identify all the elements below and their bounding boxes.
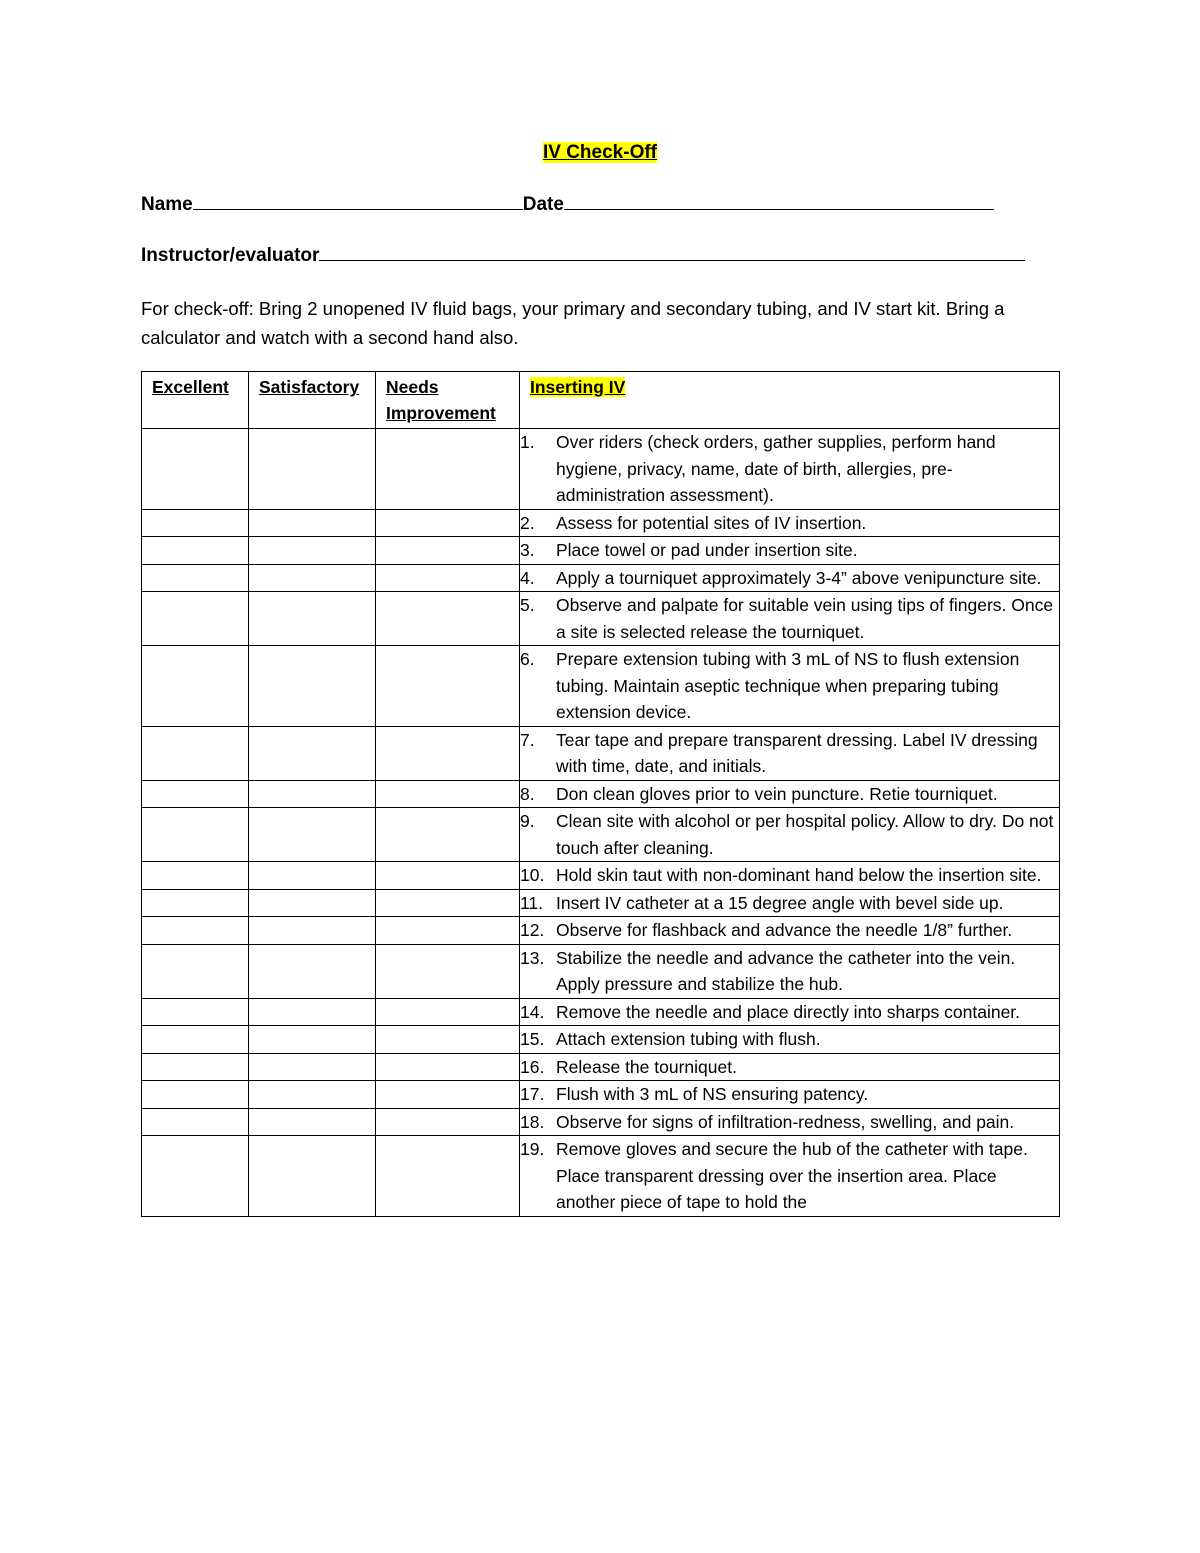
rating-cell-excellent[interactable] bbox=[142, 592, 249, 646]
table-row bbox=[142, 1081, 1060, 1109]
step-cell bbox=[520, 1053, 1060, 1081]
rating-cell-excellent[interactable] bbox=[142, 1053, 249, 1081]
step-rows bbox=[142, 429, 1060, 1217]
table-row bbox=[142, 808, 1060, 862]
date-label: Date bbox=[522, 194, 564, 215]
step-item bbox=[520, 646, 1059, 726]
rating-cell-needs-improvement[interactable] bbox=[376, 998, 520, 1026]
rating-cell-satisfactory[interactable] bbox=[249, 726, 376, 780]
step-item bbox=[520, 1109, 1059, 1136]
date-input-line[interactable] bbox=[564, 193, 994, 210]
table-row bbox=[142, 998, 1060, 1026]
step-text: Clean site with alcohol or per hospital policy. Allow to dry. Do not touch after cleaning. bbox=[556, 811, 1054, 858]
rating-cell-satisfactory[interactable] bbox=[249, 1081, 376, 1109]
step-cell bbox=[520, 1108, 1060, 1136]
instructor-label: Instructor/evaluator bbox=[141, 245, 320, 266]
step-cell bbox=[520, 1136, 1060, 1217]
step-text: Assess for potential sites of IV insertion. bbox=[556, 512, 867, 533]
step-cell bbox=[520, 862, 1060, 890]
rating-cell-satisfactory[interactable] bbox=[249, 509, 376, 537]
rating-cell-needs-improvement[interactable] bbox=[376, 808, 520, 862]
step-number: 19. bbox=[520, 1139, 545, 1159]
table-row bbox=[142, 1053, 1060, 1081]
rating-cell-satisfactory[interactable] bbox=[249, 780, 376, 808]
step-number: 14. bbox=[520, 1001, 545, 1022]
step-cell bbox=[520, 509, 1060, 537]
step-item bbox=[520, 592, 1059, 645]
rating-cell-needs-improvement[interactable] bbox=[376, 429, 520, 510]
step-text: Attach extension tubing with flush. bbox=[556, 1029, 821, 1049]
step-item bbox=[520, 999, 1059, 1026]
step-cell bbox=[520, 592, 1060, 646]
rating-cell-excellent[interactable] bbox=[142, 1136, 249, 1217]
step-number: 2. bbox=[520, 512, 535, 533]
step-text: Remove gloves and secure the hub of the catheter with tape. Place transparent dressing over the insertion area. Place another piece of tape to hold the bbox=[556, 1139, 1028, 1212]
step-cell bbox=[520, 998, 1060, 1026]
rating-cell-excellent[interactable] bbox=[142, 646, 249, 727]
step-text: Hold skin taut with non-dominant hand below the insertion site. bbox=[556, 865, 1042, 885]
rating-cell-excellent[interactable] bbox=[142, 780, 249, 808]
rating-cell-needs-improvement[interactable] bbox=[376, 862, 520, 890]
table-row bbox=[142, 1026, 1060, 1054]
table-row bbox=[142, 564, 1060, 592]
step-text: Tear tape and prepare transparent dressing. Label IV dressing with time, date, and initials. bbox=[556, 729, 1038, 776]
step-text: Prepare extension tubing with 3 mL of NS to flush extension tubing. Maintain aseptic technique when preparing tubing extension device. bbox=[556, 649, 1020, 722]
step-text: Flush with 3 mL of NS ensuring patency. bbox=[556, 1084, 869, 1104]
instructor-input-line[interactable] bbox=[319, 244, 1025, 261]
table-row bbox=[142, 889, 1060, 917]
step-text: Stabilize the needle and advance the catheter into the vein. Apply pressure and stabilize the hub. bbox=[556, 947, 1016, 994]
table-row bbox=[142, 1136, 1060, 1217]
step-number: 10. bbox=[520, 865, 545, 885]
header-row bbox=[142, 372, 1060, 429]
rating-cell-excellent[interactable] bbox=[142, 509, 249, 537]
step-item bbox=[520, 429, 1059, 509]
rating-cell-satisfactory[interactable] bbox=[249, 646, 376, 727]
rating-cell-satisfactory[interactable] bbox=[249, 1108, 376, 1136]
rating-cell-needs-improvement[interactable] bbox=[376, 726, 520, 780]
step-item bbox=[520, 945, 1059, 998]
step-number: 16. bbox=[520, 1056, 545, 1077]
step-number: 9. bbox=[520, 811, 535, 831]
name-date-line bbox=[141, 193, 994, 216]
step-text: Observe for signs of infiltration-redness, swelling, and pain. bbox=[556, 1111, 1015, 1132]
step-item bbox=[520, 1081, 1059, 1108]
step-number: 11. bbox=[520, 892, 544, 913]
rating-cell-excellent[interactable] bbox=[142, 726, 249, 780]
header-excellent: Excellent bbox=[142, 372, 249, 429]
step-text: Remove the needle and place directly into sharps container. bbox=[556, 1001, 1021, 1022]
step-text: Apply a tourniquet approximately 3-4” above venipuncture site. bbox=[556, 567, 1042, 588]
rating-cell-excellent[interactable] bbox=[142, 808, 249, 862]
rating-cell-excellent[interactable] bbox=[142, 537, 249, 565]
checkoff-table bbox=[141, 371, 1060, 1217]
rating-cell-needs-improvement[interactable] bbox=[376, 1053, 520, 1081]
step-number: 3. bbox=[520, 540, 535, 560]
step-cell bbox=[520, 726, 1060, 780]
rating-cell-needs-improvement[interactable] bbox=[376, 889, 520, 917]
rating-cell-excellent[interactable] bbox=[142, 944, 249, 998]
step-number: 7. bbox=[520, 729, 535, 750]
rating-cell-excellent[interactable] bbox=[142, 998, 249, 1026]
rating-cell-satisfactory[interactable] bbox=[249, 1136, 376, 1217]
step-item bbox=[520, 727, 1059, 780]
header-satisfactory: Satisfactory bbox=[249, 372, 376, 429]
page-title: IV Check-Off bbox=[542, 142, 658, 163]
table-row bbox=[142, 592, 1060, 646]
table-row bbox=[142, 726, 1060, 780]
rating-cell-needs-improvement[interactable] bbox=[376, 1081, 520, 1109]
step-item bbox=[520, 1026, 1059, 1053]
rating-cell-needs-improvement[interactable] bbox=[376, 917, 520, 945]
step-item bbox=[520, 565, 1059, 592]
instructor-line bbox=[141, 244, 1025, 267]
step-cell bbox=[520, 780, 1060, 808]
rating-cell-satisfactory[interactable] bbox=[249, 1053, 376, 1081]
rating-cell-excellent[interactable] bbox=[142, 917, 249, 945]
rating-cell-excellent[interactable] bbox=[142, 564, 249, 592]
rating-cell-excellent[interactable] bbox=[142, 889, 249, 917]
rating-cell-satisfactory[interactable] bbox=[249, 592, 376, 646]
name-label: Name bbox=[141, 194, 193, 215]
header-needs-improvement: Needs Improvement bbox=[376, 372, 520, 429]
step-text: Don clean gloves prior to vein puncture. Retie tourniquet. bbox=[556, 783, 998, 804]
rating-cell-needs-improvement[interactable] bbox=[376, 780, 520, 808]
rating-cell-satisfactory[interactable] bbox=[249, 998, 376, 1026]
step-text: Observe and palpate for suitable vein using tips of fingers. Once a site is selected release the tourniquet. bbox=[556, 595, 1054, 642]
table-row bbox=[142, 944, 1060, 998]
rating-cell-excellent[interactable] bbox=[142, 862, 249, 890]
rating-cell-needs-improvement[interactable] bbox=[376, 646, 520, 727]
step-cell bbox=[520, 429, 1060, 510]
rating-cell-needs-improvement[interactable] bbox=[376, 1136, 520, 1217]
step-item bbox=[520, 1136, 1059, 1216]
name-input-line[interactable] bbox=[193, 193, 523, 210]
step-cell bbox=[520, 808, 1060, 862]
header-procedure: Inserting IV bbox=[520, 372, 1060, 429]
rating-cell-needs-improvement[interactable] bbox=[376, 564, 520, 592]
step-number: 13. bbox=[520, 947, 545, 968]
step-number: 18. bbox=[520, 1111, 545, 1132]
rating-cell-satisfactory[interactable] bbox=[249, 917, 376, 945]
rating-cell-satisfactory[interactable] bbox=[249, 944, 376, 998]
step-cell bbox=[520, 917, 1060, 945]
step-text: Place towel or pad under insertion site. bbox=[556, 540, 858, 560]
step-cell bbox=[520, 944, 1060, 998]
rating-cell-satisfactory[interactable] bbox=[249, 1026, 376, 1054]
step-number: 17. bbox=[520, 1084, 545, 1104]
table-row bbox=[142, 537, 1060, 565]
table-row bbox=[142, 646, 1060, 727]
rating-cell-needs-improvement[interactable] bbox=[376, 509, 520, 537]
step-item bbox=[520, 808, 1059, 861]
step-cell bbox=[520, 537, 1060, 565]
rating-cell-satisfactory[interactable] bbox=[249, 564, 376, 592]
step-number: 5. bbox=[520, 595, 535, 615]
step-number: 12. bbox=[520, 920, 545, 940]
table-row bbox=[142, 780, 1060, 808]
step-item bbox=[520, 1054, 1059, 1081]
rating-cell-satisfactory[interactable] bbox=[249, 862, 376, 890]
step-cell bbox=[520, 1081, 1060, 1109]
step-item bbox=[520, 862, 1059, 889]
rating-cell-needs-improvement[interactable] bbox=[376, 1108, 520, 1136]
rating-cell-satisfactory[interactable] bbox=[249, 429, 376, 510]
step-item bbox=[520, 781, 1059, 808]
step-number: 8. bbox=[520, 783, 535, 804]
rating-cell-excellent[interactable] bbox=[142, 1081, 249, 1109]
step-number: 6. bbox=[520, 649, 535, 669]
step-cell bbox=[520, 889, 1060, 917]
table-row bbox=[142, 429, 1060, 510]
step-item bbox=[520, 917, 1059, 944]
step-item bbox=[520, 510, 1059, 537]
table-row bbox=[142, 1108, 1060, 1136]
table-row bbox=[142, 862, 1060, 890]
rating-cell-satisfactory[interactable] bbox=[249, 537, 376, 565]
rating-cell-satisfactory[interactable] bbox=[249, 889, 376, 917]
intro-text: For check-off: Bring 2 unopened IV fluid bags, your primary and secondary tubing, and IV start kit. Bring a calculator and watch with a second hand also. bbox=[141, 298, 1005, 348]
rating-cell-satisfactory[interactable] bbox=[249, 808, 376, 862]
step-item bbox=[520, 890, 1059, 917]
step-text: Insert IV catheter at a 15 degree angle with bevel side up. bbox=[556, 892, 1004, 913]
table-row bbox=[142, 509, 1060, 537]
step-text: Over riders (check orders, gather supplies, perform hand hygiene, privacy, name, date of birth, allergies, pre-administration assessment). bbox=[556, 432, 996, 505]
rating-cell-excellent[interactable] bbox=[142, 1026, 249, 1054]
step-cell bbox=[520, 1026, 1060, 1054]
step-text: Observe for flashback and advance the needle 1/8” further. bbox=[556, 920, 1013, 940]
rating-cell-needs-improvement[interactable] bbox=[376, 944, 520, 998]
step-cell bbox=[520, 646, 1060, 727]
step-item bbox=[520, 537, 1059, 564]
rating-cell-needs-improvement[interactable] bbox=[376, 537, 520, 565]
rating-cell-needs-improvement[interactable] bbox=[376, 1026, 520, 1054]
rating-cell-needs-improvement[interactable] bbox=[376, 592, 520, 646]
step-number: 1. bbox=[520, 432, 535, 452]
step-number: 15. bbox=[520, 1029, 545, 1049]
step-number: 4. bbox=[520, 567, 535, 588]
table-row bbox=[142, 917, 1060, 945]
rating-cell-excellent[interactable] bbox=[142, 429, 249, 510]
step-cell bbox=[520, 564, 1060, 592]
step-text: Release the tourniquet. bbox=[556, 1056, 737, 1077]
rating-cell-excellent[interactable] bbox=[142, 1108, 249, 1136]
